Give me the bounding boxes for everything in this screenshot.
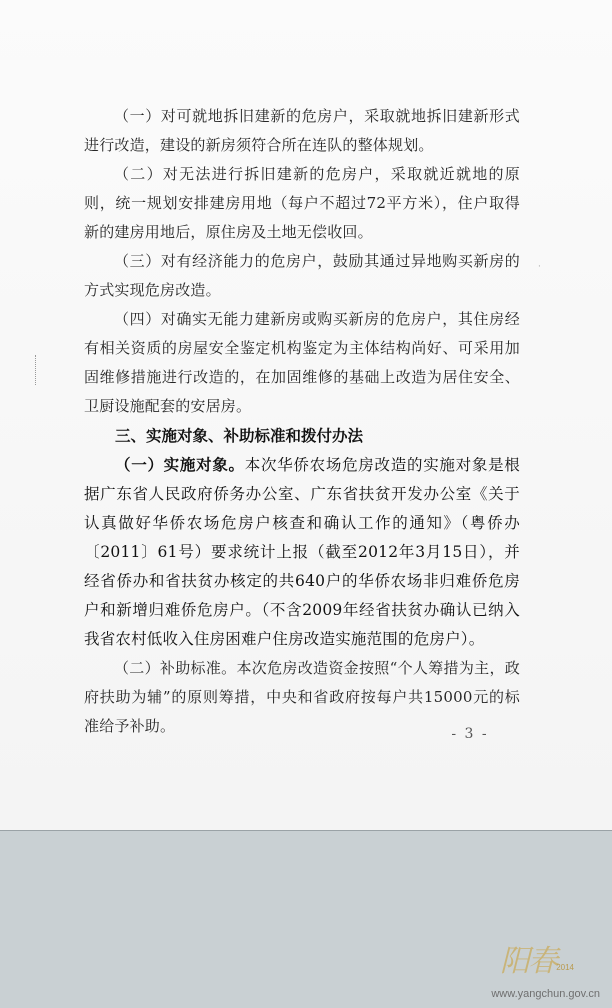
section-heading: 三、实施对象、补助标准和拨付办法 bbox=[115, 426, 364, 445]
watermark-year: 2014 bbox=[556, 963, 574, 972]
subsection-1-text: 本次华侨农场危房改造的实施对象是根据广东省人民政府侨务办公室、广东省扶贫开发办公室《关于认真做好华侨农场危房户核查和确认工作的通知》（粤侨办〔2011〕61号）要求统计上报（截至2012年3月15日），并经省侨办和省扶贫办核定的共640户的华侨农场非归难侨危房户和新增归难侨危房户。（不含2009年经省扶贫办确认已纳入我省农村低收入住房困难户住房改造实施范围的危房户）。 bbox=[84, 456, 520, 648]
scan-artifact-dot: · bbox=[538, 262, 541, 272]
subsection-2: （二）补助标准。本次危房改造资金按照“个人筹措为主，政府扶助为辅”的原则筹措，中央和省政府按每户共15000元的标准给予补助。 bbox=[84, 659, 520, 735]
scan-artifact bbox=[35, 355, 39, 385]
watermark-url: www.yangchun.gov.cn bbox=[491, 988, 600, 1000]
document-body bbox=[84, 102, 520, 741]
paragraph-4: （四）对确实无能力建新房或购买新房的危房户，其住房经有相关资质的房屋安全鉴定机构鉴定为主体结构尚好、可采用加固维修措施进行改造的，在加固维修的基础上改造为居住安全、卫厨设施配套的安居房。 bbox=[84, 310, 520, 415]
watermark-logo: 阳春 bbox=[500, 944, 556, 979]
subsection-1-lead: （一）实施对象。 bbox=[115, 455, 245, 474]
subsection-1 bbox=[84, 450, 520, 654]
page-number: - 3 - bbox=[451, 726, 489, 742]
site-watermark bbox=[450, 940, 600, 1000]
paragraph-3: （三）对有经济能力的危房户，鼓励其通过异地购买新房的方式实现危房改造。 bbox=[84, 252, 520, 299]
paragraph-1: （一）对可就地拆旧建新的危房户，采取就地拆旧建新形式进行改造，建设的新房须符合所在连队的整体规划。 bbox=[84, 107, 520, 154]
paragraph-2: （二）对无法进行拆旧建新的危房户，采取就近就地的原则，统一规划安排建房用地（每户不超过72平方米），住户取得新的建房用地后，原住房及土地无偿收回。 bbox=[84, 165, 520, 241]
